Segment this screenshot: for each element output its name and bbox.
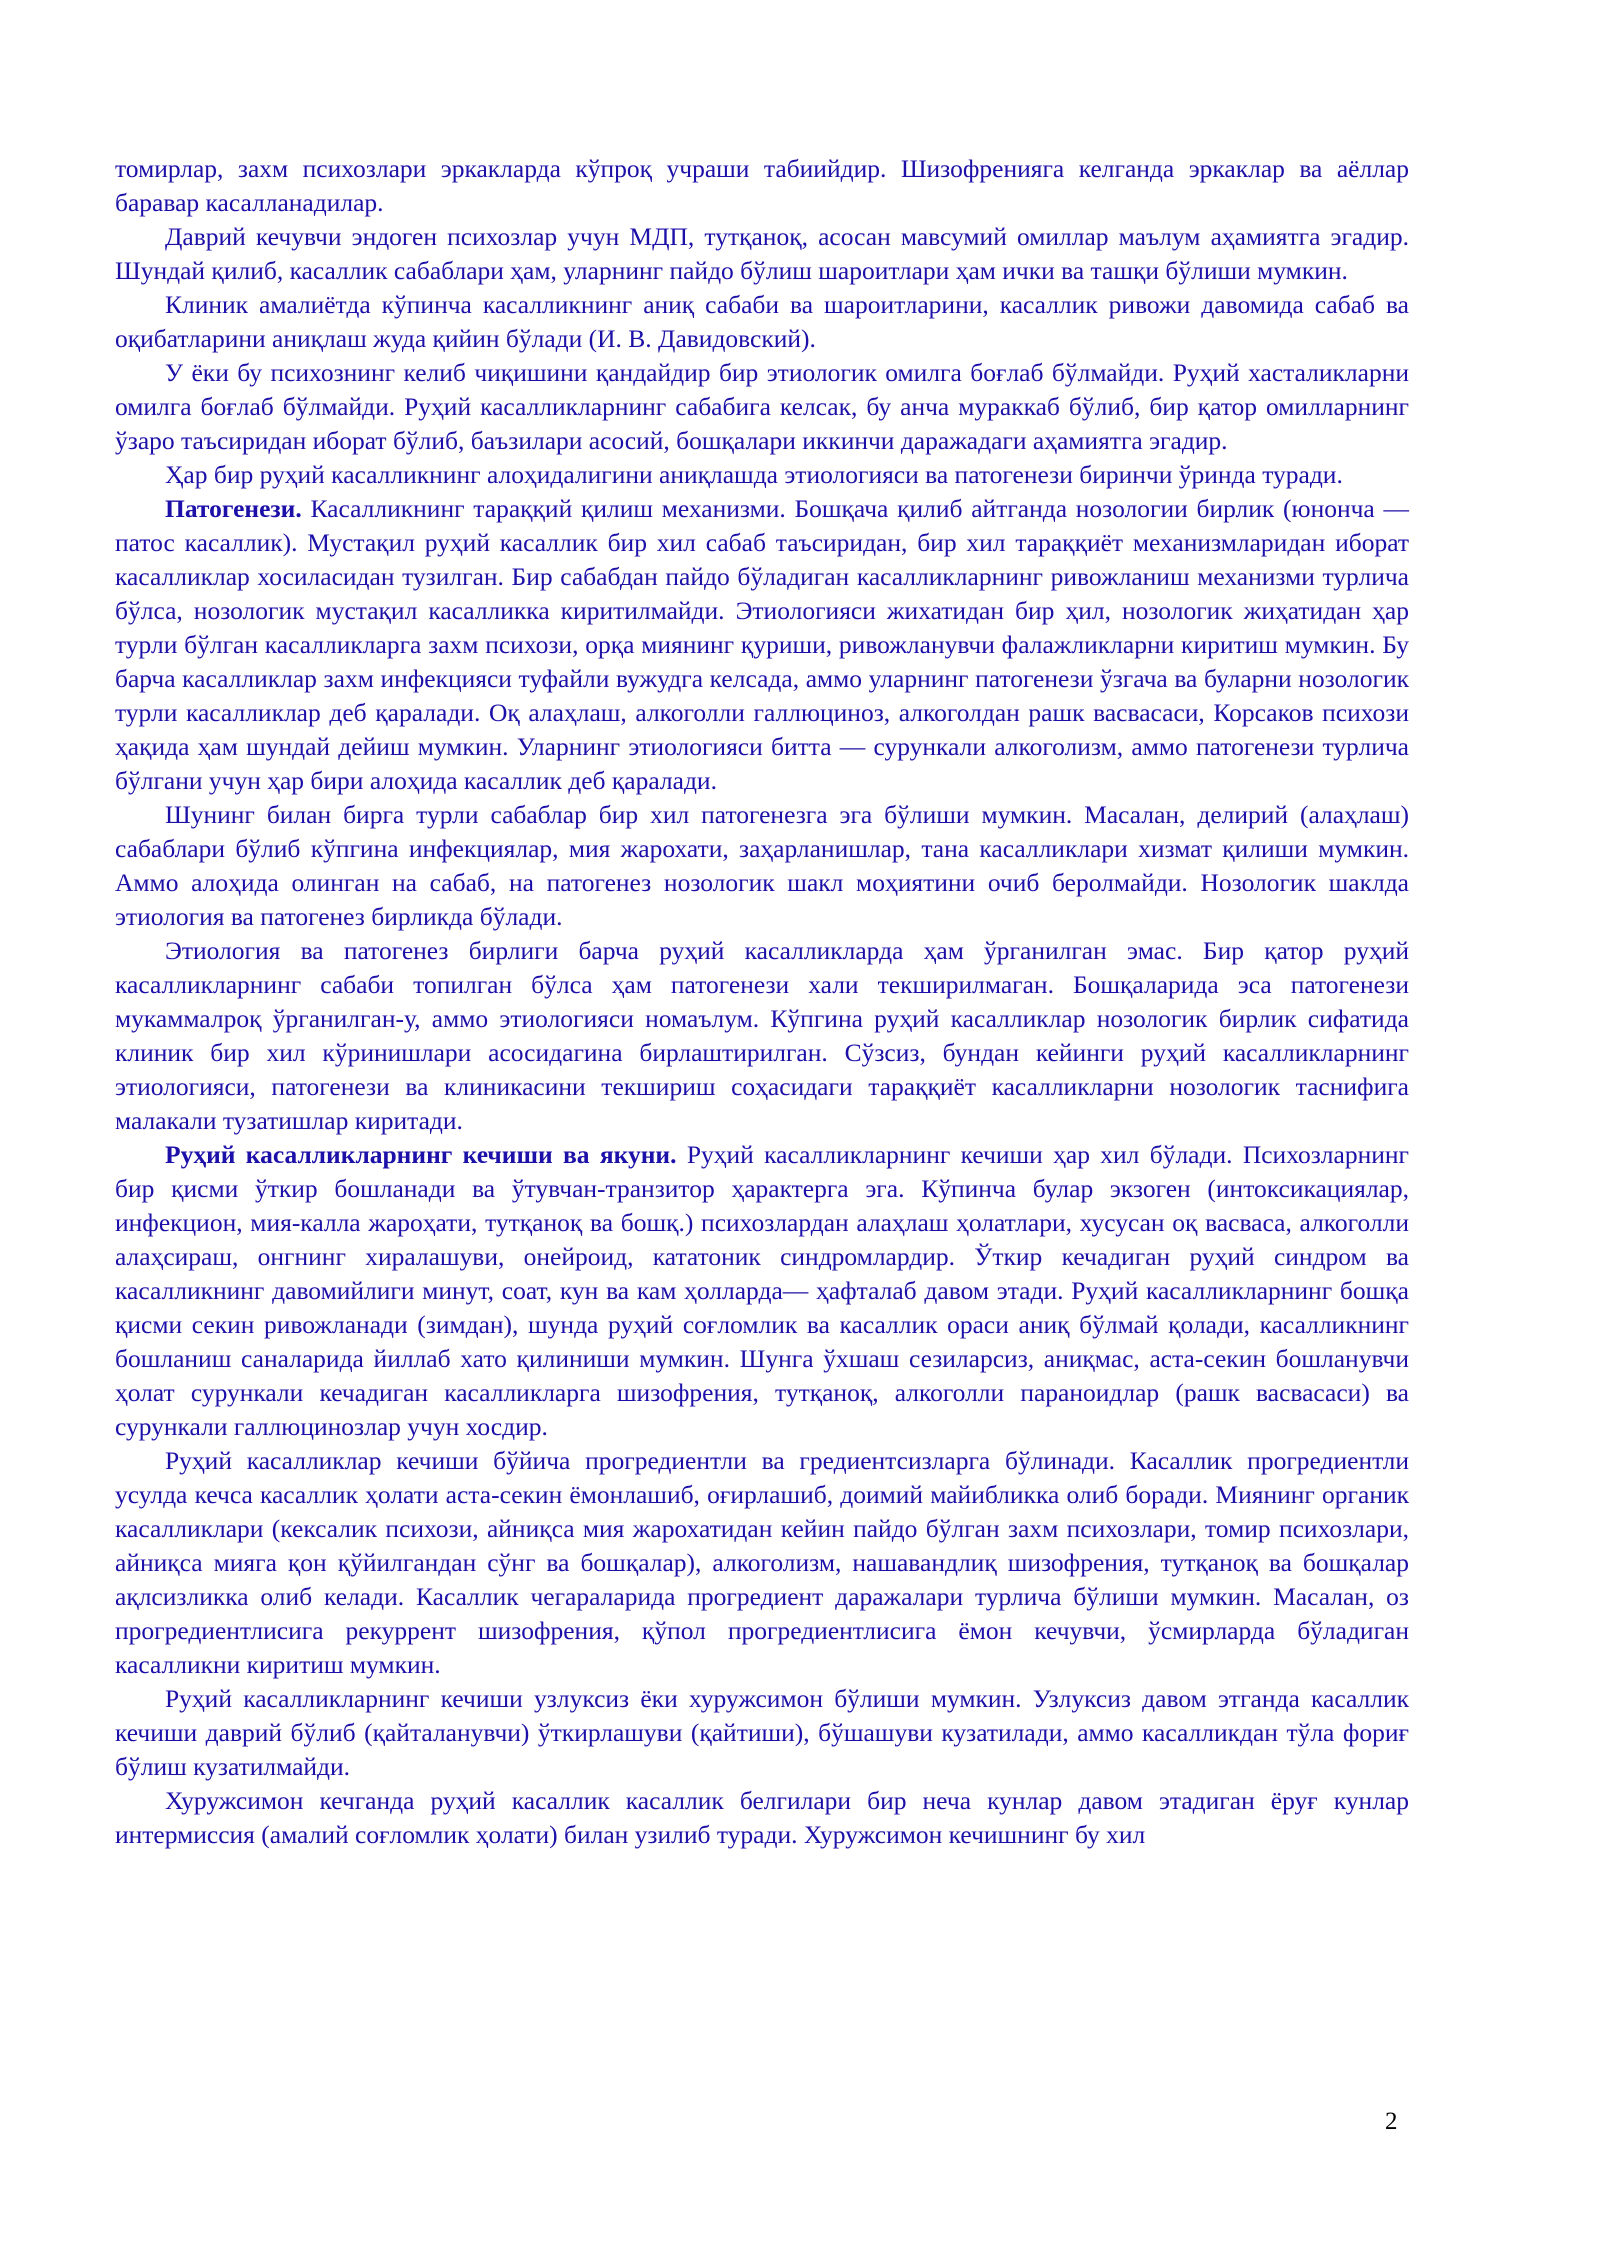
paragraph: Этиология ва патогенез бирлиги барча руҳий касалликларда ҳам ўрганилган эмас. Бир қатор руҳий касалликларнинг сабаби топилган бўлса ҳам патогенези хали текширилмаган. Бошқаларида эса патогенези мукаммалроқ ўрганилган-у, аммо этиологияси номаълум. Кўпгина руҳий касалликлар нозологик бирлик сифатида клиник бир хил кўринишлари асосидагина бирлаштирилган. Сўзсиз, бундан кейинги руҳий касалликларнинг этиологияси, патогенези ва клиникасини текшириш соҳасидаги тараққиёт касалликларни нозологик таснифига малакали тузатишлар киритади.: [115, 936, 1409, 1135]
paragraph: Шунинг билан бирга турли сабаблар бир хил патогенезга эга бўлиши мумкин. Масалан, делирий (алаҳлаш) сабаблари бўлиб кўпгина инфекциялар, мия жарохати, заҳарланишлар, тана касалликлари хизмат қилиши мумкин. Аммо алоҳида олинган на сабаб, на патогенез нозологик шакл моҳиятини очиб беролмайди. Нозологик шаклда этиология ва патогенез бирликда бўлади.: [115, 800, 1409, 931]
paragraph: Клиник амалиётда кўпинча касалликнинг аниқ сабаби ва шароитларини, касаллик ривожи давомида сабаб ва оқибатларини аниқлаш жуда қийин бўлади (И. В. Давидовский).: [115, 290, 1409, 353]
paragraph: У ёки бу психознинг келиб чиқишини қандайдир бир этиологик омилга боғлаб бўлмайди. Руҳий хасталикларни омилга боғлаб бўлмайди. Руҳий касалликларнинг сабабига келсак, бу анча мураккаб бўлиб, бир қатор омилларнинг ўзаро таъсиридан иборат бўлиб, баъзилари асосий, бошқалари иккинчи даражадаги аҳамиятга эгадир.: [115, 358, 1409, 455]
document-page: [115, 152, 1409, 1852]
page-number: 2: [1385, 2108, 1398, 2135]
paragraph: Руҳий касалликлар кечиши бўйича прогредиентли ва гредиентсизларга бўлинади. Касаллик прогредиентли усулда кечса касаллик ҳолати аста-секин ёмонлашиб, оғирлашиб, доимий майибликка олиб боради. Миянинг органик касалликлари (кексалик психози, айниқса мия жарохатидан кейин пайдо бўлган захм психозлари, томир психозлари, айниқса мияга қон қўйилгандан сўнг ва бошқалар), алкоголизм, нашавандлиқ шизофрения, тутқаноқ ва бошқалар ақлсизликка олиб келади. Касаллик чегараларида прогредиент даражалари турлича бўлиши мумкин. Масалан, оз прогредиентлисига рекуррент шизофрения, қўпол прогредиентлисига ёмон кечувчи, ўсмирларда бўладиган касалликни киритиш мумкин.: [115, 1446, 1409, 1679]
paragraph: Ҳар бир руҳий касалликнинг алоҳидалигини аниқлашда этиологияси ва патогенези биринчи ўринда туради.: [165, 460, 1343, 489]
paragraph: Хуружсимон кечганда руҳий касаллик касаллик белгилари бир неча кунлар давом этадиган ёруғ кунлар интермиссия (амалий соғломлик ҳолати) билан узилиб туради. Хуружсимон кечишнинг бу хил: [115, 1786, 1409, 1849]
paragraph: Патогенези. Касалликнинг тараққий қилиш механизми. Бошқача қилиб айтганда нозологии бирлик (юнонча — патос касаллик). Мустақил руҳий касаллик бир хил сабаб таъсиридан, бир хил тараққиёт механизмларидан иборат касалликлар хосиласидан тузилган. Бир сабабдан пайдо бўладиган касалликларнинг ривожланиш механизми турлича бўлса, нозологик мустақил касалликка киритилмайди. Этиологияси жихатидан бир ҳил, нозологик жиҳатидан ҳар турли бўлган касалликларга захм психози, орқа миянинг қуриши, ривожланувчи фалажликларни киритиш мумкин. Бу барча касалликлар захм инфекцияси туфайли вужудга келсада, аммо уларнинг патогенези ўзгача ва буларни нозологик турли касалликлар деб қаралади. Оқ алаҳлаш, алкоголли галлюциноз, алкоголдан рашк васвасаси, Корсаков психози ҳақида ҳам шундай дейиш мумкин. Уларнинг этиологияси битта — сурункали алкоголизм, аммо патогенези турлича бўлгани учун ҳар бири алоҳида касаллик деб қаралади.: [115, 494, 1409, 795]
section-heading-pathogenesis: Патогенези.: [165, 494, 302, 523]
paragraph: Руҳий касалликларнинг кечиши ва якуни. Руҳий касалликларнинг кечиши ҳар хил бўлади. Психозларнинг бир қисми ўткир бошланади ва ўтувчан-транзитор ҳарактерга эга. Кўпинча булар экзоген (интоксикациялар, инфекцион, мия-калла жароҳати, тутқаноқ ва бошқ.) психозлардан алаҳлаш ҳолатлари, хусусан оқ васваса, алкоголли алаҳсираш, онгнинг хиралашуви, онейроид, кататоник синдромлардир. Ўткир кечадиган руҳий синдром ва касалликнинг давомийлиги минут, соат, кун ва кам ҳолларда— ҳафталаб давом этади. Руҳий касалликларнинг бошқа қисми секин ривожланади (зимдан), шунда руҳий соғломлик ва касаллик ораси аниқ бўлмай қолади, касалликнинг бошланиш саналарида йиллаб хато қилиниши мумкин. Шунга ўхшаш сезиларсиз, аниқмас, аста-секин бошланувчи ҳолат сурункали кечадиган касалликларга шизофрения, тутқаноқ, алкоголли параноидлар (рашк васвасаси) ва сурункали галлюцинозлар учун хосдир.: [115, 1140, 1409, 1441]
paragraph: Даврий кечувчи эндоген психозлар учун МДП, тутқаноқ, асосан мавсумий омиллар маълум аҳамиятга эгадир. Шундай қилиб, касаллик сабаблари ҳам, уларнинг пайдо бўлиш шароитлари ҳам ички ва ташқи бўлиши мумкин.: [115, 222, 1409, 285]
section-heading-course: Руҳий касалликларнинг кечиши ва якуни.: [165, 1140, 677, 1169]
paragraph: Руҳий касалликларнинг кечиши узлуксиз ёки хуружсимон бўлиши мумкин. Узлуксиз давом этганда касаллик кечиши даврий бўлиб (қайталанувчи) ўткирлашуви (қайтиши), бўшашуви кузатилади, аммо касалликдан тўла фориғ бўлиш кузатилмайди.: [115, 1684, 1409, 1781]
paragraph: томирлар, захм психозлари эркакларда кўпроқ учраши табиийдир. Шизофренияга келганда эркаклар ва аёллар баравар касалланадилар.: [115, 154, 1409, 217]
